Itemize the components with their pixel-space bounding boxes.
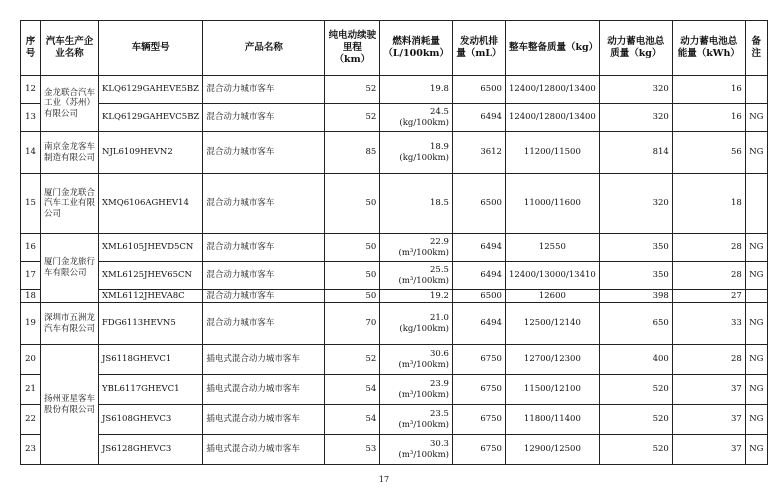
fuel-cell: [380, 132, 453, 174]
fuel-cell: [380, 104, 453, 132]
header-row: [21, 21, 768, 76]
displacement-cell: 3612: [452, 132, 505, 174]
remark-cell: NG: [745, 405, 767, 435]
company-cell: 金龙联合汽车工业（苏州）有限公司: [41, 76, 99, 132]
curb-mass-cell: 12400/12800/13400: [505, 76, 599, 104]
range-cell: 52: [325, 345, 380, 375]
remark-cell: NG: [745, 375, 767, 405]
fuel-cell: [380, 303, 453, 345]
fuel-value: 18.5: [430, 198, 449, 209]
table-row: [21, 104, 768, 132]
fuel-cell: [380, 76, 453, 104]
model-cell: KLQ6129GAHEVE5BZ: [99, 76, 203, 104]
range-cell: 52: [325, 104, 380, 132]
header-engine-displacement: 发动机排量（mL）: [452, 21, 505, 76]
remark-cell: NG: [745, 234, 767, 262]
remark-cell: NG: [745, 303, 767, 345]
battery-energy-cell: 27: [672, 290, 745, 303]
fuel-unit: (m³/100km): [398, 419, 449, 430]
fuel-unit: (m³/100km): [398, 359, 449, 370]
product-name-cell: 混合动力城市客车: [203, 303, 325, 345]
fuel-unit: (m³/100km): [398, 275, 449, 286]
fuel-cell: [380, 262, 453, 290]
fuel-value: 25.5: [430, 264, 449, 275]
displacement-cell: 6750: [452, 375, 505, 405]
range-cell: 52: [325, 76, 380, 104]
range-cell: 70: [325, 303, 380, 345]
curb-mass-cell: 12550: [505, 234, 599, 262]
battery-mass-cell: 520: [599, 405, 672, 435]
table-row: [21, 132, 768, 174]
fuel-value: 19.2: [430, 290, 449, 301]
fuel-value: 30.3: [430, 438, 449, 449]
table-row: [21, 174, 768, 234]
product-name-cell: 混合动力城市客车: [203, 76, 325, 104]
product-name-cell: 混合动力城市客车: [203, 104, 325, 132]
fuel-cell: [380, 345, 453, 375]
row-index: 19: [21, 303, 41, 345]
remark-cell: NG: [745, 435, 767, 465]
header-remarks: 备注: [745, 21, 767, 76]
model-cell: JS6108GHEVC3: [99, 405, 203, 435]
table-row: [21, 345, 768, 375]
model-cell: XML6112JHEVA8C: [99, 290, 203, 303]
model-cell: JS6118GHEVC1: [99, 345, 203, 375]
header-battery-mass: 动力蓄电池总质量（kg）: [599, 21, 672, 76]
displacement-cell: 6494: [452, 234, 505, 262]
table-row: [21, 405, 768, 435]
row-index: 14: [21, 132, 41, 174]
fuel-value: 22.9: [430, 236, 449, 247]
header-model: 车辆型号: [99, 21, 203, 76]
battery-energy-cell: 18: [672, 174, 745, 234]
battery-mass-cell: 350: [599, 234, 672, 262]
header-fuel-consumption: 燃料消耗量（L/100km）: [380, 21, 453, 76]
range-cell: 53: [325, 435, 380, 465]
product-name-cell: 混合动力城市客车: [203, 290, 325, 303]
range-cell: 50: [325, 290, 380, 303]
range-cell: 50: [325, 262, 380, 290]
model-cell: YBL6117GHEVC1: [99, 375, 203, 405]
curb-mass-cell: 12400/12800/13400: [505, 104, 599, 132]
battery-mass-cell: 320: [599, 104, 672, 132]
remark-cell: [745, 76, 767, 104]
company-cell: 深圳市五洲龙汽车有限公司: [41, 303, 99, 345]
model-cell: NJL6109HEVN2: [99, 132, 203, 174]
vehicle-table: [20, 20, 768, 465]
fuel-unit: (m³/100km): [398, 389, 449, 400]
remark-cell: NG: [745, 132, 767, 174]
product-name-cell: 混合动力城市客车: [203, 234, 325, 262]
fuel-value: 19.8: [430, 84, 449, 95]
curb-mass-cell: 12700/12300: [505, 345, 599, 375]
remark-cell: [745, 174, 767, 234]
battery-mass-cell: 398: [599, 290, 672, 303]
row-index: 12: [21, 76, 41, 104]
range-cell: 85: [325, 132, 380, 174]
product-name-cell: 插电式混合动力城市客车: [203, 345, 325, 375]
table-row: [21, 234, 768, 262]
displacement-cell: 6494: [452, 303, 505, 345]
displacement-cell: 6500: [452, 290, 505, 303]
displacement-cell: 6494: [452, 262, 505, 290]
battery-energy-cell: 56: [672, 132, 745, 174]
battery-mass-cell: 520: [599, 435, 672, 465]
fuel-cell: [380, 435, 453, 465]
fuel-value: 21.0: [430, 312, 449, 323]
fuel-cell: [380, 290, 453, 303]
curb-mass-cell: 12600: [505, 290, 599, 303]
fuel-value: 23.5: [430, 408, 449, 419]
header-electric-range: 纯电动续驶里程（km）: [325, 21, 380, 76]
curb-mass-cell: 11500/12100: [505, 375, 599, 405]
product-name-cell: 混合动力城市客车: [203, 174, 325, 234]
battery-energy-cell: 37: [672, 405, 745, 435]
battery-mass-cell: 650: [599, 303, 672, 345]
fuel-value: 30.6: [430, 348, 449, 359]
displacement-cell: 6494: [452, 104, 505, 132]
header-company: 汽车生产企业名称: [41, 21, 99, 76]
company-cell: 南京金龙客车制造有限公司: [41, 132, 99, 174]
remark-cell: NG: [745, 262, 767, 290]
row-index: 23: [21, 435, 41, 465]
displacement-cell: 6500: [452, 174, 505, 234]
fuel-unit: (m³/100km): [398, 247, 449, 258]
remark-cell: NG: [745, 104, 767, 132]
model-cell: XML6125JHEV65CN: [99, 262, 203, 290]
header-index: 序号: [21, 21, 41, 76]
fuel-unit: (kg/100km): [399, 117, 449, 128]
fuel-unit: (kg/100km): [399, 323, 449, 334]
model-cell: JS6128GHEVC3: [99, 435, 203, 465]
product-name-cell: 插电式混合动力城市客车: [203, 375, 325, 405]
fuel-unit: (kg/100km): [399, 152, 449, 163]
company-cell: 厦门金龙旅行车有限公司: [41, 234, 99, 303]
displacement-cell: 6500: [452, 76, 505, 104]
curb-mass-cell: 11200/11500: [505, 132, 599, 174]
battery-energy-cell: 33: [672, 303, 745, 345]
battery-energy-cell: 28: [672, 345, 745, 375]
battery-energy-cell: 28: [672, 262, 745, 290]
product-name-cell: 插电式混合动力城市客车: [203, 405, 325, 435]
product-name-cell: 插电式混合动力城市客车: [203, 435, 325, 465]
page-number: 17: [378, 475, 390, 484]
battery-mass-cell: 350: [599, 262, 672, 290]
curb-mass-cell: 12400/13000/13410: [505, 262, 599, 290]
header-product-name: 产品名称: [203, 21, 325, 76]
fuel-value: 18.9: [430, 141, 449, 152]
table-row: [21, 375, 768, 405]
battery-energy-cell: 16: [672, 104, 745, 132]
remark-cell: [745, 290, 767, 303]
row-index: 17: [21, 262, 41, 290]
remark-cell: NG: [745, 345, 767, 375]
product-name-cell: 混合动力城市客车: [203, 262, 325, 290]
row-index: 13: [21, 104, 41, 132]
range-cell: 54: [325, 375, 380, 405]
table-row: [21, 435, 768, 465]
company-cell: 扬州亚星客车股份有限公司: [41, 345, 99, 465]
fuel-cell: [380, 375, 453, 405]
product-name-cell: 混合动力城市客车: [203, 132, 325, 174]
battery-mass-cell: 814: [599, 132, 672, 174]
row-index: 20: [21, 345, 41, 375]
fuel-value: 24.5: [430, 106, 449, 117]
header-battery-energy: 动力蓄电池总能量（kWh）: [672, 21, 745, 76]
header-curb-mass: 整车整备质量（kg）: [505, 21, 599, 76]
table-row: [21, 303, 768, 345]
fuel-unit: (m³/100km): [398, 449, 449, 460]
fuel-value: 23.9: [430, 378, 449, 389]
model-cell: FDG6113HEVN5: [99, 303, 203, 345]
battery-energy-cell: 28: [672, 234, 745, 262]
battery-mass-cell: 520: [599, 375, 672, 405]
model-cell: XMQ6106AGHEV14: [99, 174, 203, 234]
displacement-cell: 6750: [452, 405, 505, 435]
curb-mass-cell: 12900/12500: [505, 435, 599, 465]
battery-mass-cell: 400: [599, 345, 672, 375]
curb-mass-cell: 12500/12140: [505, 303, 599, 345]
table-row: [21, 290, 768, 303]
displacement-cell: 6750: [452, 345, 505, 375]
battery-mass-cell: 320: [599, 174, 672, 234]
curb-mass-cell: 11800/11400: [505, 405, 599, 435]
model-cell: XML6105JHEVD5CN: [99, 234, 203, 262]
range-cell: 50: [325, 174, 380, 234]
battery-energy-cell: 37: [672, 435, 745, 465]
curb-mass-cell: 11000/11600: [505, 174, 599, 234]
displacement-cell: 6750: [452, 435, 505, 465]
battery-energy-cell: 37: [672, 375, 745, 405]
company-cell: 厦门金龙联合汽车工业有限公司: [41, 174, 99, 234]
range-cell: 54: [325, 405, 380, 435]
fuel-cell: [380, 405, 453, 435]
fuel-cell: [380, 174, 453, 234]
row-index: 16: [21, 234, 41, 262]
battery-mass-cell: 320: [599, 76, 672, 104]
row-index: 15: [21, 174, 41, 234]
row-index: 22: [21, 405, 41, 435]
range-cell: 50: [325, 234, 380, 262]
row-index: 18: [21, 290, 41, 303]
model-cell: KLQ6129GAHEVC5BZ: [99, 104, 203, 132]
fuel-cell: [380, 234, 453, 262]
row-index: 21: [21, 375, 41, 405]
table-row: [21, 76, 768, 104]
battery-energy-cell: 16: [672, 76, 745, 104]
table-row: [21, 262, 768, 290]
